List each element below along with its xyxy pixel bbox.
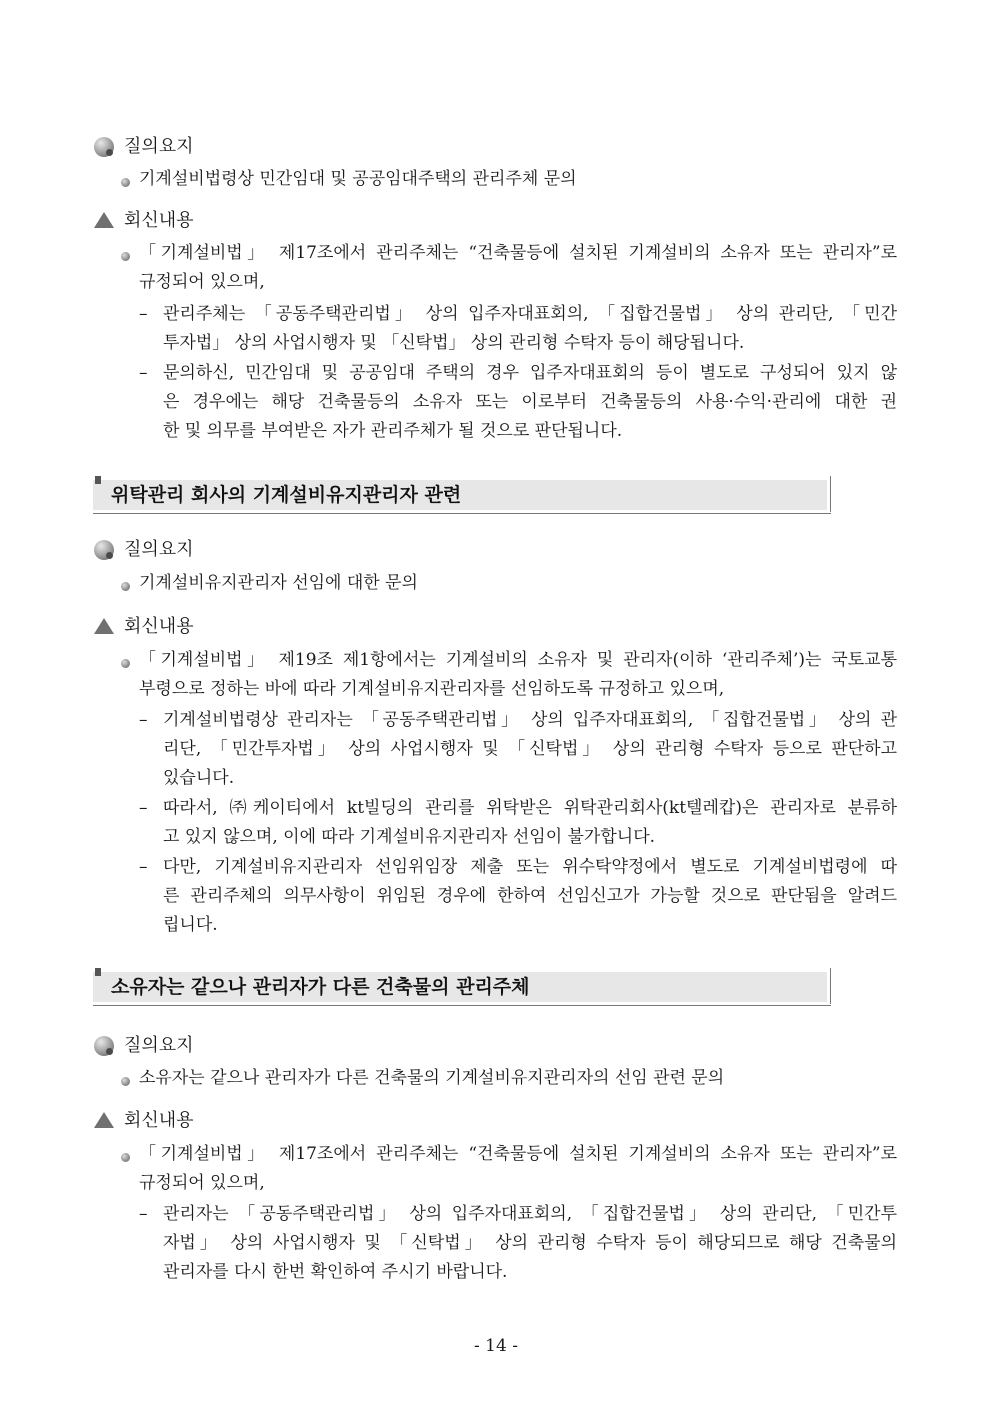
answer-detail: 관리자는 「공동주택관리법」 상의 입주자대표회의, 「집합건물법」 상의 관리단, 「민간투 [163,1204,897,1224]
question-text: 기계설비유지관리자 선임에 대한 문의 [139,573,418,593]
dash-marker: – [139,710,148,730]
answer-paragraph: 「기계설비법」 제19조 제1항에서는 기계설비의 소유자 및 관리자(이하 ‘관리주체’)는 국토교통 [139,650,897,670]
question-label: 질의요지 [94,1035,194,1057]
answer-paragraph: 규정되어 있으며, [139,1173,265,1193]
answer-detail: 투자법」 상의 사업시행자 및 「신탁법」 상의 관리형 수탁자 등이 해당됩니다. [163,333,745,353]
question-bubble-icon [94,1036,114,1056]
section-title: 위탁관리 회사의 기계설비유지관리자 관련 [111,484,462,506]
page-number: - 14 - [474,1336,518,1356]
answer-detail: 문의하신, 민간임대 및 공공임대 주택의 경우 입주자대표회의 등이 별도로 구성되어 있지 않 [163,363,897,383]
answer-detail: 립니다. [163,915,218,935]
bullet-icon [121,1077,130,1086]
dash-marker: – [139,857,148,877]
answer-label: 회신내용 [94,210,194,232]
section-marker-icon [95,968,101,976]
answer-paragraph: 부령으로 정하는 바에 따라 기계설비유지관리자를 선임하도록 규정하고 있으며, [139,679,725,699]
bullet-icon [121,252,130,261]
answer-detail: 은 경우에는 해당 건축물등의 소유자 또는 이로부터 건축물등의 사용·수익·관리에 대한 권 [163,392,897,412]
question-label: 질의요지 [94,539,194,561]
dash-marker: – [139,798,148,818]
triangle-icon [94,1112,114,1128]
section-header [93,968,831,1006]
bullet-icon [121,1153,130,1162]
answer-detail: 기계설비법령상 관리자는 「공동주택관리법」 상의 입주자대표회의, 「집합건물법」 상의 관 [163,710,897,730]
question-text: 기계설비법령상 민간임대 및 공공임대주택의 관리주체 문의 [139,169,577,189]
answer-detail: 관리주체는 「공동주택관리법」 상의 입주자대표회의, 「집합건물법」 상의 관리단, 「민간 [163,304,897,324]
question-bubble-icon [94,540,114,560]
bullet-icon [121,659,130,668]
answer-detail: 른 관리주체의 의무사항이 위임된 경우에 한하여 선임신고가 가능할 것으로 판단됨을 알려드 [163,886,897,906]
answer-detail: 따라서, ㈜케이티에서 kt빌딩의 관리를 위탁받은 위탁관리회사(kt텔레캅)은 관리자로 분류하 [163,798,897,818]
answer-detail: 고 있지 않으며, 이에 따라 기계설비유지관리자 선임이 불가합니다. [163,827,656,847]
dash-marker: – [139,304,148,324]
question-text: 소유자는 같으나 관리자가 다른 건축물의 기계설비유지관리자의 선임 관련 문의 [139,1068,725,1088]
dash-marker: – [139,363,148,383]
bullet-icon [121,582,130,591]
triangle-icon [94,618,114,634]
section-header [93,476,831,514]
answer-label: 회신내용 [94,1110,194,1132]
answer-paragraph: 「기계설비법」 제17조에서 관리주체는 “건축물등에 설치된 기계설비의 소유자 또는 관리자”로 [139,1144,897,1164]
answer-detail: 한 및 의무를 부여받은 자가 관리주체가 될 것으로 판단됩니다. [163,421,623,441]
answer-detail: 다만, 기계설비유지관리자 선임위임장 제출 또는 위수탁약정에서 별도로 기계설비법령에 따 [163,857,897,877]
answer-detail: 자법」 상의 사업시행자 및 「신탁법」 상의 관리형 수탁자 등이 해당되므로 해당 건축물의 [163,1233,897,1253]
bullet-icon [121,178,130,187]
answer-detail: 있습니다. [163,768,235,788]
question-bubble-icon [94,137,114,157]
answer-paragraph: 규정되어 있으며, [139,272,265,292]
section-marker-icon [95,476,101,484]
dash-marker: – [139,1204,148,1224]
answer-label: 회신내용 [94,616,194,638]
answer-detail: 관리자를 다시 한번 확인하여 주시기 바랍니다. [163,1262,508,1282]
triangle-icon [94,212,114,228]
section-title: 소유자는 같으나 관리자가 다른 건축물의 관리주체 [111,976,530,998]
answer-detail: 리단, 「민간투자법」 상의 사업시행자 및 「신탁법」 상의 관리형 수탁자 등으로 판단하고 [163,739,897,759]
answer-paragraph: 「기계설비법」 제17조에서 관리주체는 “건축물등에 설치된 기계설비의 소유자 또는 관리자”로 [139,243,897,263]
question-label: 질의요지 [94,136,194,158]
